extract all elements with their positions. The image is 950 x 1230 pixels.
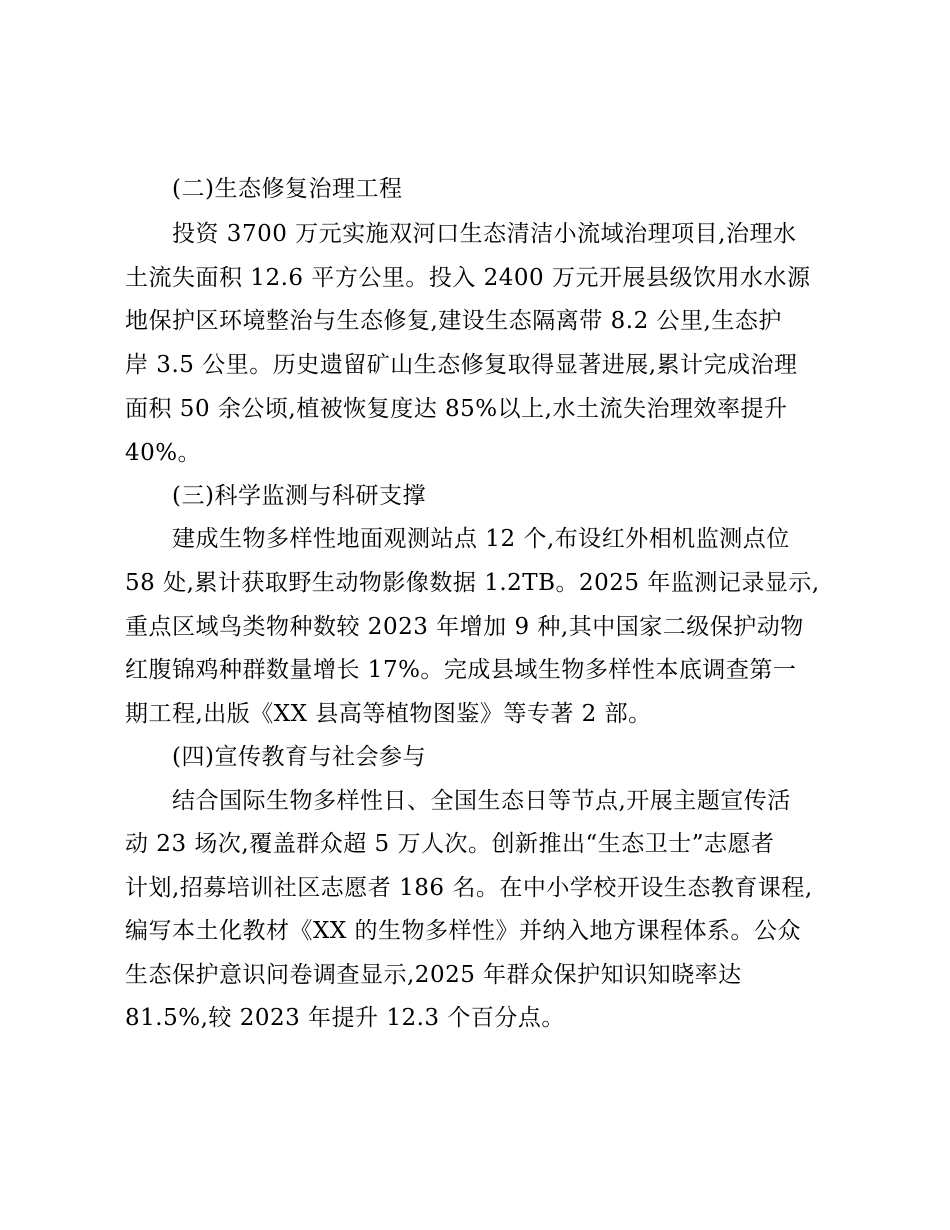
paragraph-line: 结合国际生物多样性日、全国生态日等节点,开展主题宣传活 bbox=[172, 788, 791, 814]
paragraph-line: 生态保护意识问卷调查显示,2025 年群众保护知识知晓率达 bbox=[125, 962, 742, 988]
paragraph-line: 地保护区环境整治与生态修复,建设生态隔离带 8.2 公里,生态护 bbox=[125, 308, 782, 334]
paragraph-line: 期工程,出版《XX 县高等植物图鉴》等专著 2 部。 bbox=[125, 701, 652, 727]
paragraph-line: 动 23 场次,覆盖群众超 5 万人次。创新推出“生态卫士”志愿者 bbox=[125, 831, 775, 857]
paragraph-line: 面积 50 余公顷,植被恢复度达 85%以上,水土流失治理效率提升 bbox=[125, 396, 788, 422]
paragraph-line: 58 处,累计获取野生动物影像数据 1.2TB。2025 年监测记录显示, bbox=[125, 570, 820, 596]
paragraph-line: 计划,招募培训社区志愿者 186 名。在中小学校开设生态教育课程, bbox=[125, 875, 813, 901]
paragraph-line: 重点区域鸟类物种数较 2023 年增加 9 种,其中国家二级保护动物 bbox=[125, 614, 804, 640]
paragraph-line: 编写本土化教材《XX 的生物多样性》并纳入地方课程体系。公众 bbox=[125, 918, 802, 944]
paragraph-line: 土流失面积 12.6 平方公里。投入 2400 万元开展县级饮用水水源 bbox=[125, 265, 811, 291]
section-heading: (二)生态修复治理工程 bbox=[172, 176, 403, 202]
section-heading: (三)科学监测与科研支撑 bbox=[172, 483, 426, 509]
section-heading: (四)宣传教育与社会参与 bbox=[172, 744, 426, 770]
paragraph-line: 投资 3700 万元实施双河口生态清洁小流域治理项目,治理水 bbox=[172, 221, 797, 247]
paragraph-line: 建成生物多样性地面观测站点 12 个,布设红外相机监测点位 bbox=[172, 526, 790, 552]
paragraph-line: 红腹锦鸡种群数量增长 17%。完成县域生物多样性本底调查第一 bbox=[125, 657, 797, 683]
paragraph-line: 81.5%,较 2023 年提升 12.3 个百分点。 bbox=[125, 1005, 565, 1031]
paragraph-line: 40%。 bbox=[125, 440, 202, 466]
paragraph-line: 岸 3.5 公里。历史遗留矿山生态修复取得显著进展,累计完成治理 bbox=[125, 352, 798, 378]
